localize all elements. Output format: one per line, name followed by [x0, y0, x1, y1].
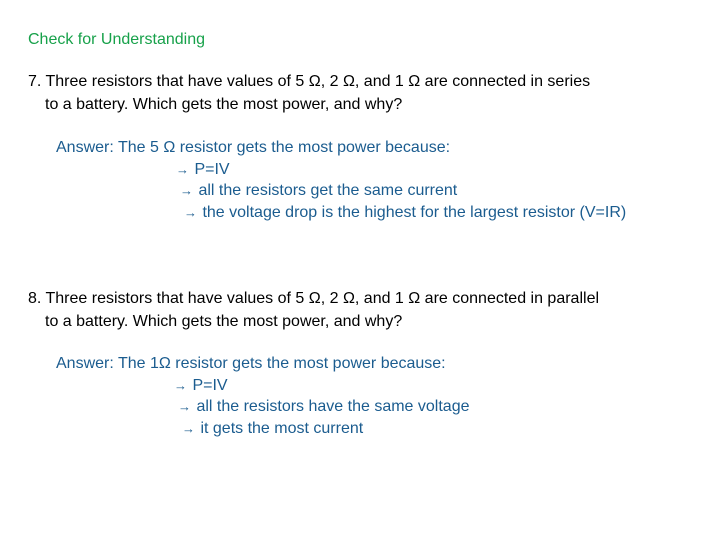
arrow-right-icon: → — [174, 377, 187, 393]
answer-8-reason-2: → all the resistors have the same voltage — [178, 396, 568, 418]
question-8-line-1: 8. Three resistors that have values of 5 Ω, 2 Ω, and 1 Ω are connected in parallel — [28, 290, 600, 307]
arrow-right-icon: → — [184, 204, 197, 220]
arrow-right-icon: → — [176, 161, 189, 177]
question-7-line-1: 7. Three resistors that have values of 5 Ω, 2 Ω, and 1 Ω are connected in series — [28, 73, 591, 90]
answer-8-reason-1: → P=IV — [174, 375, 564, 397]
arrow-right-icon: → — [182, 420, 195, 436]
question-8 — [28, 287, 599, 333]
page-title: Check for Understanding — [28, 31, 205, 48]
answer-7-reason-3: → the voltage drop is the highest for the largest resistor (V=IR) — [184, 202, 626, 224]
answer-8-reason-3: → it gets the most current — [182, 418, 572, 440]
question-8-line-2: to a battery. Which gets the most power, and why? — [45, 313, 403, 330]
answer-8-text: Answer: The 1Ω resistor gets the most power because: — [56, 355, 446, 372]
answer-8 — [56, 353, 470, 439]
answer-7-reason-2: → all the resistors get the same current — [180, 180, 622, 202]
answer-7 — [56, 137, 627, 223]
arrow-right-icon: → — [180, 183, 193, 198]
answer-7-text: Answer: The 5 Ω resistor gets the most power because: — [56, 139, 451, 156]
answer-7-reason-1: → P=IV — [176, 159, 618, 181]
question-7 — [28, 70, 590, 116]
arrow-right-icon: → — [178, 399, 191, 414]
question-7-line-2: to a battery. Which gets the most power, and why? — [45, 96, 403, 113]
